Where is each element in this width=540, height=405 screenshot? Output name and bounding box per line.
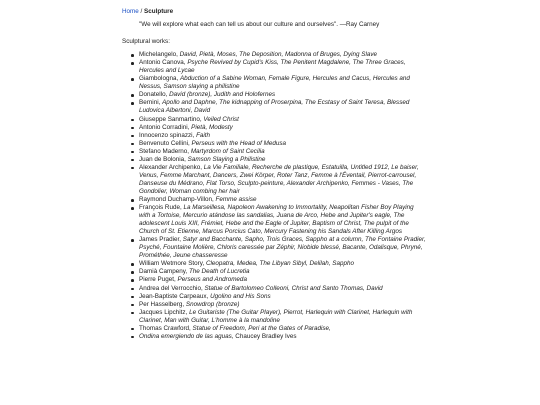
artist-name: Damià Campeny, — [139, 268, 189, 276]
works-list-item — [139, 204, 426, 236]
work-titles: Veiled Christ — [203, 115, 239, 123]
artist-name: Donatello, — [139, 91, 170, 99]
works-list — [122, 51, 426, 341]
artist-name: Raymond Duchamp-Villon, — [139, 195, 216, 203]
works-list-item — [139, 51, 426, 59]
breadcrumb-separator: / — [138, 8, 145, 15]
artist-name: Michelangelo, — [139, 51, 180, 59]
artist-name: Benvenuto Cellini, — [139, 139, 192, 147]
works-list-item — [139, 285, 426, 293]
works-list-item — [139, 309, 426, 325]
artist-name: Alexander Archipenko, — [139, 163, 204, 171]
artist-name: Chaucey Bradley Ives — [235, 332, 297, 340]
artist-name: Innocenzo spinazzi, — [139, 131, 197, 139]
work-titles: La Vie Familiale, Recherche de plastique, Estatuilla, Untitled 1912, Le baiser, Venus, Femme Marchant, Dancers, Zwei Körper, Roter Tanz, Femme à l'Éventail, Pierrot-carrousel, Danseuse du Médrano, Flat Torso, Sculpto-peinture, Alexander Archipenko, Femmes - Vases, The Gondolier, Woman combing her hair — [139, 163, 419, 195]
artist-name: William Wetmore Story, — [139, 260, 206, 268]
work-titles: David (bronze), Judith and Holofernes — [169, 91, 276, 99]
work-titles: The Death of Lucretia — [188, 268, 250, 276]
epigraph-quote: "We will explore what each can tell us about our culture and ourselves". —Ray Carney — [139, 21, 380, 29]
artist-name: Pierre Puget, — [139, 276, 178, 284]
work-titles: Le Guitariste (The Guitar Player), Pierrot, Harlequin with Clarinet, Harlequin with Clarinet, Man with Guitar, L'homme à la mandoline — [139, 308, 413, 324]
work-titles: La Marseillesa, Napoleon Awakening to Immortality, Neapolitan Fisher Boy Playing with a Tortoise, Mercurio atándose las sandalias, Juana de Arco, Hebe and Jupiter's eagle, The adolescent Louis XIII, Frémiet, Hebe and the Eagle of Jupiter, Baptism of Christ, The pulpit of the Church of St. Etienne, Marcus Porcius Cato, Mercury Fastening his Sandals After Killing Argos — [139, 204, 414, 236]
work-titles: Psyche Revived by Cupid's Kiss, The Penitent Magdalene, The Three Graces, Hercules and Lycae — [139, 59, 406, 75]
works-list-item — [139, 156, 426, 164]
works-list-item — [139, 116, 426, 124]
work-titles: Perseus with the Head of Medusa — [191, 139, 287, 147]
works-list-item — [139, 293, 426, 301]
artist-name: James Pradier, — [139, 236, 183, 244]
works-list-item — [139, 91, 426, 99]
work-titles: Samson Slaying a Philistine — [187, 155, 266, 163]
artist-name: Stefano Maderno, — [139, 147, 191, 155]
work-titles: Statue of Freedom, Peri at the Gates of Paradise, — [192, 324, 331, 332]
work-titles: Pietà, Modesty — [191, 123, 233, 131]
work-titles: Statue of Bartolomeo Colleoni, Christ and Santo Thomas, David — [204, 284, 383, 292]
artist-name: Bernini, — [139, 99, 163, 107]
work-titles: Ondina emergiendo de las aguas, — [139, 332, 236, 340]
work-titles: Femme assise — [215, 195, 257, 203]
breadcrumb-current: Sculpture — [144, 8, 174, 15]
works-list-item — [139, 301, 426, 309]
works-list-item — [139, 333, 426, 341]
works-list-item — [139, 268, 426, 276]
works-list-item — [139, 325, 426, 333]
breadcrumb — [122, 8, 426, 16]
artist-name: Jacques Lipchitz, — [139, 308, 190, 316]
work-titles: Ugolino and His Sons — [210, 292, 271, 300]
works-list-item — [139, 148, 426, 156]
artist-name: Antonio Corradini, — [139, 123, 192, 131]
artist-name: Jean-Baptiste Carpeaux, — [139, 292, 211, 300]
artist-name: Per Hasselberg, — [139, 300, 186, 308]
works-list-item — [139, 140, 426, 148]
works-list-item — [139, 99, 426, 115]
artist-name: Andrea del Verrocchio, — [139, 284, 205, 292]
works-list-item — [139, 260, 426, 268]
work-titles: Cleopatra, Medea, The Libyan Sibyl, Delilah, Sappho — [205, 260, 355, 268]
works-list-item — [139, 132, 426, 140]
works-list-item — [139, 196, 426, 204]
works-list-item — [139, 236, 426, 260]
artist-name: Giuseppe Sanmartino, — [139, 115, 204, 123]
work-titles: Apollo and Daphne, The kidnapping of Proserpina, The Ecstasy of Saint Teresa, Blessed Ludovica Albertoni, David — [139, 99, 410, 115]
work-titles: David, Pietà, Moses, The Deposition, Madonna of Bruges, Dying Slave — [179, 51, 378, 59]
work-titles: Martyrdom of Saint Cecilia — [190, 147, 265, 155]
artist-name: Thomas Crawford, — [139, 324, 193, 332]
artist-name: Antonio Canova, — [139, 59, 188, 67]
work-titles: Faith — [196, 131, 211, 139]
work-titles: Snowdrop (bronze) — [185, 300, 240, 308]
artist-name: François Rude, — [139, 204, 184, 212]
works-list-item — [139, 164, 426, 196]
works-list-item — [139, 124, 426, 132]
artist-name: Giambologna, — [139, 75, 180, 83]
works-list-item — [139, 59, 426, 75]
breadcrumb-home-link[interactable]: Home — [122, 8, 139, 15]
works-list-item — [139, 75, 426, 91]
works-list-item — [139, 276, 426, 284]
work-titles: Abduction of a Sabine Woman, Female Figure, Hercules and Cacus, Hercules and Nessus, Samson slaying a philistine — [139, 75, 410, 91]
works-intro: Sculptural works: — [122, 38, 170, 46]
artist-name: Juan de Bolonia, — [139, 155, 188, 163]
work-titles: Perseus and Andromeda — [177, 276, 247, 284]
work-titles: Satyr and Bacchante, Sapho, Trois Graces, Sappho at a column, The Fontaine Pradier, Psyché, Fountaine Molière, Chloris caressée par Zéphir, Niobide blessé, Bacante, Odalisque, Phryné, Prométhée, Jeune chasseresse — [139, 236, 426, 260]
